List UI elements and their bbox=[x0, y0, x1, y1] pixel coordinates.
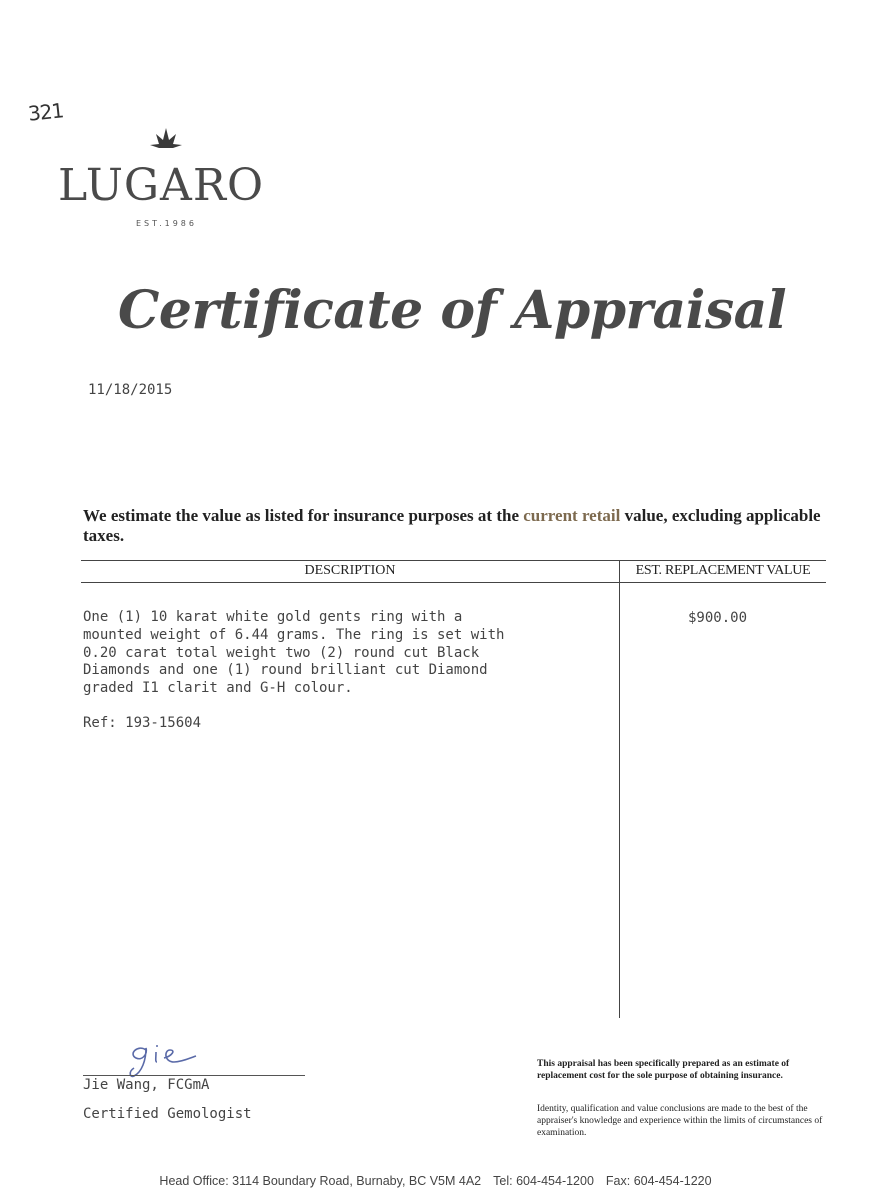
appraiser-title: Certified Gemologist bbox=[83, 1106, 252, 1122]
statement-text: We estimate the value as listed for insurance purposes at the bbox=[83, 506, 524, 525]
footer-address: Head Office: 3114 Boundary Road, Burnaby, BC V5M 4A2 bbox=[159, 1174, 482, 1188]
appraiser-name: Jie Wang, FCGmA bbox=[83, 1077, 210, 1093]
item-description bbox=[83, 609, 613, 698]
table-column-divider bbox=[619, 560, 620, 1018]
crown-icon bbox=[146, 126, 186, 152]
disclaimer-purpose: This appraisal has been specifically prepared as an estimate of replacement cost for the sole purpose of obtaining insurance. bbox=[537, 1059, 790, 1081]
table-header-rule bbox=[81, 582, 826, 583]
replacement-value: $900.00 bbox=[688, 610, 748, 626]
appraisal-date: 11/18/2015 bbox=[88, 382, 173, 398]
valuation-statement bbox=[83, 506, 843, 546]
description-line: 0.20 carat total weight two (2) round cut Black bbox=[83, 644, 480, 661]
footer-fax: Fax: 604-454-1220 bbox=[605, 1174, 712, 1188]
signature-icon bbox=[124, 1040, 214, 1080]
description-line: mounted weight of 6.44 grams. The ring is set with bbox=[83, 626, 505, 643]
statement-accent: current retail bbox=[523, 506, 621, 525]
disclaimer-limits: Identity, qualification and value conclusions are made to the best of the appraiser's knowledge and experience within the limits of circumstances of examination. bbox=[537, 1104, 823, 1138]
statement-text-end: value, excluding applicable taxes. bbox=[83, 506, 821, 545]
table-top-rule bbox=[81, 560, 826, 561]
document-title: Certificate of Appraisal bbox=[118, 280, 787, 341]
reference-number: Ref: 193-15604 bbox=[83, 715, 202, 731]
footer-contact bbox=[0, 1174, 871, 1188]
signature-line bbox=[83, 1075, 305, 1076]
handwritten-note: 321 bbox=[26, 98, 65, 126]
value-header: EST. REPLACEMENT VALUE bbox=[635, 563, 811, 578]
description-line: Diamonds and one (1) round brilliant cut Diamond bbox=[83, 662, 488, 679]
logo-established: EST.1986 bbox=[136, 219, 197, 228]
description-line: One (1) 10 karat white gold gents ring with a bbox=[83, 609, 463, 625]
description-line: graded I1 clarit and G-H colour. bbox=[83, 680, 353, 697]
company-logo: LUGARO bbox=[58, 160, 265, 211]
description-header: DESCRIPTION bbox=[304, 563, 396, 578]
footer-phone: Tel: 604-454-1200 bbox=[493, 1174, 594, 1188]
